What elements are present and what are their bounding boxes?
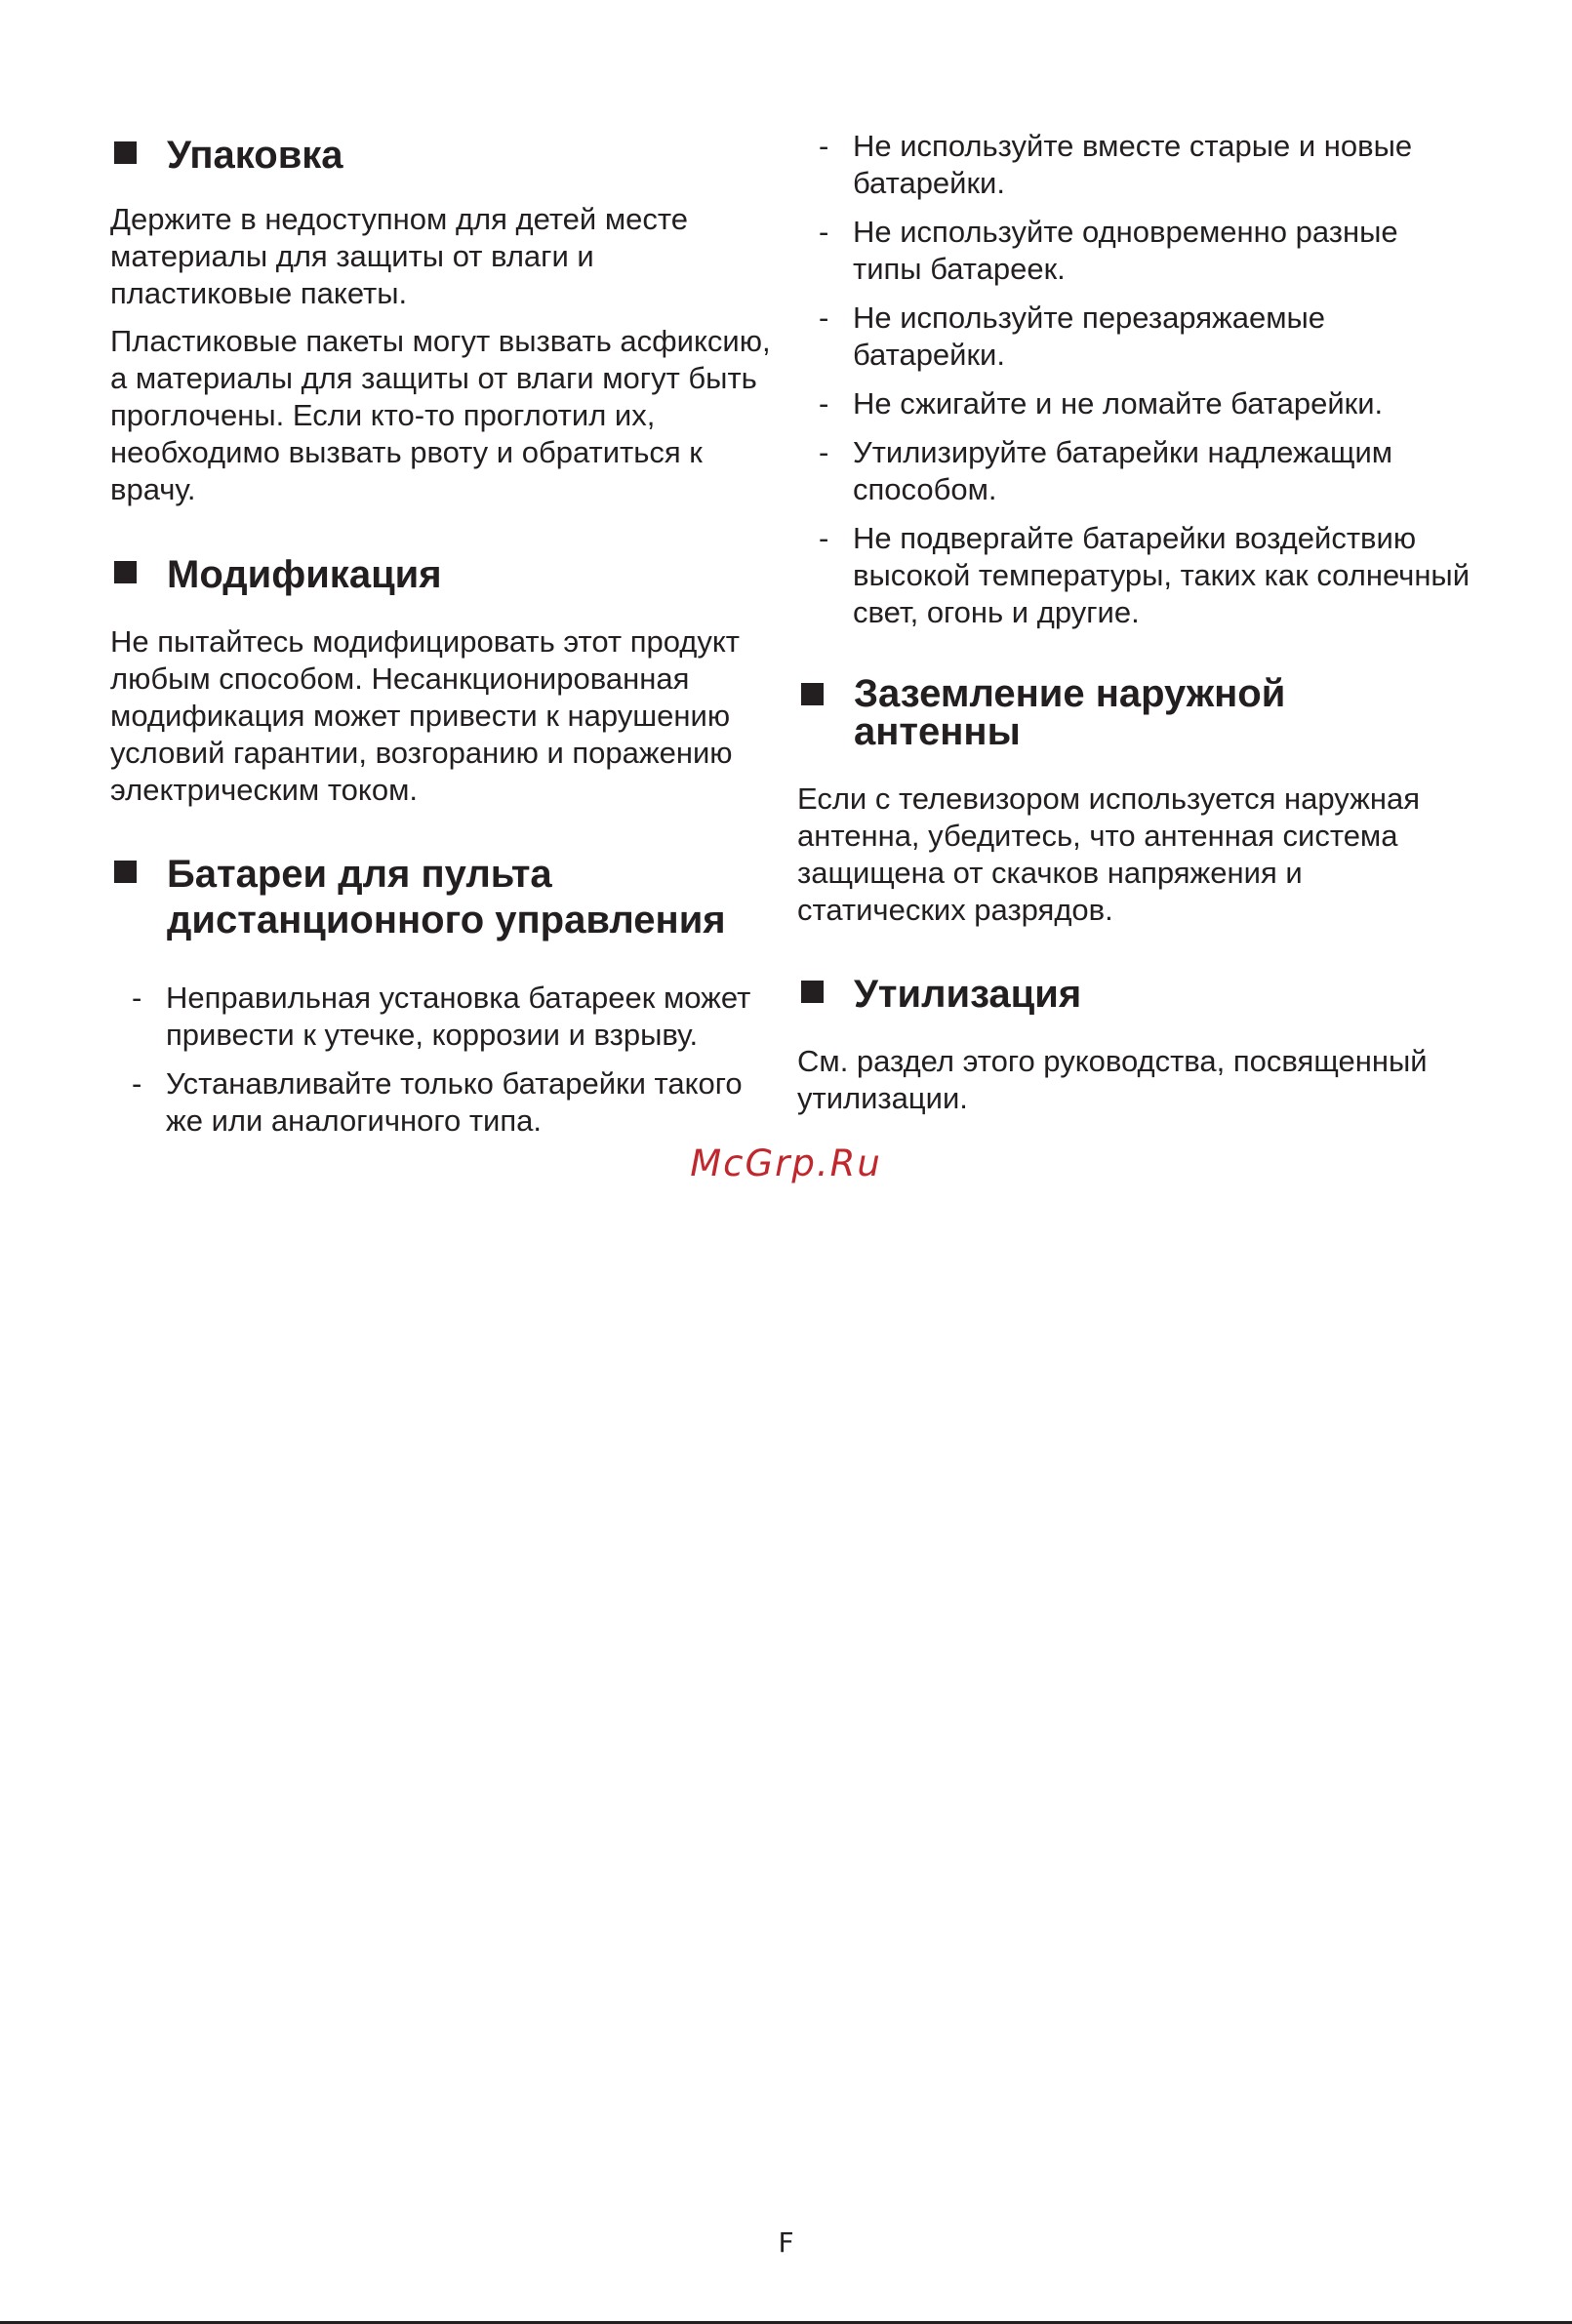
list-item — [110, 1065, 779, 1140]
page-number: F — [778, 2226, 794, 2259]
list-item — [797, 520, 1471, 631]
dash-bullet: - — [132, 1066, 142, 1101]
batteries-title-line-2: дистанционного управления — [167, 899, 726, 942]
bullet-square-icon — [114, 861, 137, 883]
packaging-heading — [110, 133, 830, 179]
dash-bullet: - — [819, 386, 829, 421]
list-item-text: Не сжигайте и не ломайте батарейки. — [853, 386, 1384, 421]
watermark: McGrp.Ru — [690, 1142, 882, 1184]
packaging-title: Упаковка — [167, 134, 343, 177]
packaging-paragraph-1: Держите в недоступном для детей месте материалы для защиты от влаги и пластиковые пакеты. — [110, 202, 688, 310]
grounding-title-line-1: Заземление наружной — [854, 672, 1286, 715]
dash-bullet: - — [132, 981, 142, 1015]
disposal-title: Утилизация — [854, 973, 1082, 1016]
list-item-text: Неправильная установка батареек может привести к утечке, коррозии и взрыву. — [166, 981, 751, 1052]
list-item — [797, 434, 1471, 508]
list-item-text: Не используйте одновременно разные типы батареек. — [853, 215, 1398, 286]
dash-bullet: - — [819, 129, 829, 163]
dash-bullet: - — [819, 521, 829, 555]
bullet-square-icon — [114, 141, 137, 164]
list-item-text: Устанавливайте только батарейки такого же или аналогичного типа. — [166, 1066, 743, 1138]
modification-heading — [110, 552, 830, 598]
modification-title: Модификация — [167, 553, 442, 596]
list-item — [797, 385, 1471, 422]
bullet-square-icon — [801, 981, 824, 1003]
list-item — [797, 128, 1471, 202]
batteries-title-line-1: Батареи для пульта — [167, 853, 552, 896]
dash-bullet: - — [819, 215, 829, 249]
grounding-heading — [797, 672, 1527, 753]
list-item-text: Не подвергайте батарейки воздействию высокой температуры, таких как солнечный свет, огонь и другие. — [853, 521, 1471, 629]
grounding-title-line-2: антенны — [854, 710, 1021, 753]
dash-bullet: - — [819, 301, 829, 335]
list-item-text: Не используйте перезаряжаемые батарейки. — [853, 301, 1326, 372]
battery-warnings-list-right — [797, 128, 1471, 643]
disposal-paragraph: См. раздел этого руководства, посвященный утилизации. — [797, 1044, 1428, 1115]
grounding-paragraph: Если с телевизором используется наружная антенна, убедитесь, что антенная система защищена от скачков напряжения и статических разрядов. — [797, 781, 1421, 927]
modification-paragraph: Не пытайтесь модифицировать этот продукт любым способом. Несанкционированная модификация может привести к нарушению условий гарантии, возгоранию и поражению электрическим током. — [110, 624, 741, 807]
list-item — [797, 300, 1471, 374]
batteries-heading — [110, 852, 840, 943]
dash-bullet: - — [819, 435, 829, 469]
packaging-paragraph-2: Пластиковые пакеты могут вызвать асфиксию, а материалы для защиты от влаги могут быть проглочены. Если кто-то проглотил их, необходимо вызвать рвоту и обратиться к врачу. — [110, 324, 771, 506]
bullet-square-icon — [114, 561, 137, 583]
bullet-square-icon — [801, 683, 824, 705]
list-item — [797, 214, 1471, 288]
list-item-text: Утилизируйте батарейки надлежащим способом. — [853, 435, 1393, 506]
battery-warnings-list-left — [110, 980, 779, 1151]
list-item — [110, 980, 779, 1054]
list-item-text: Не используйте вместе старые и новые батарейки. — [853, 129, 1413, 200]
disposal-heading — [797, 972, 1527, 1018]
